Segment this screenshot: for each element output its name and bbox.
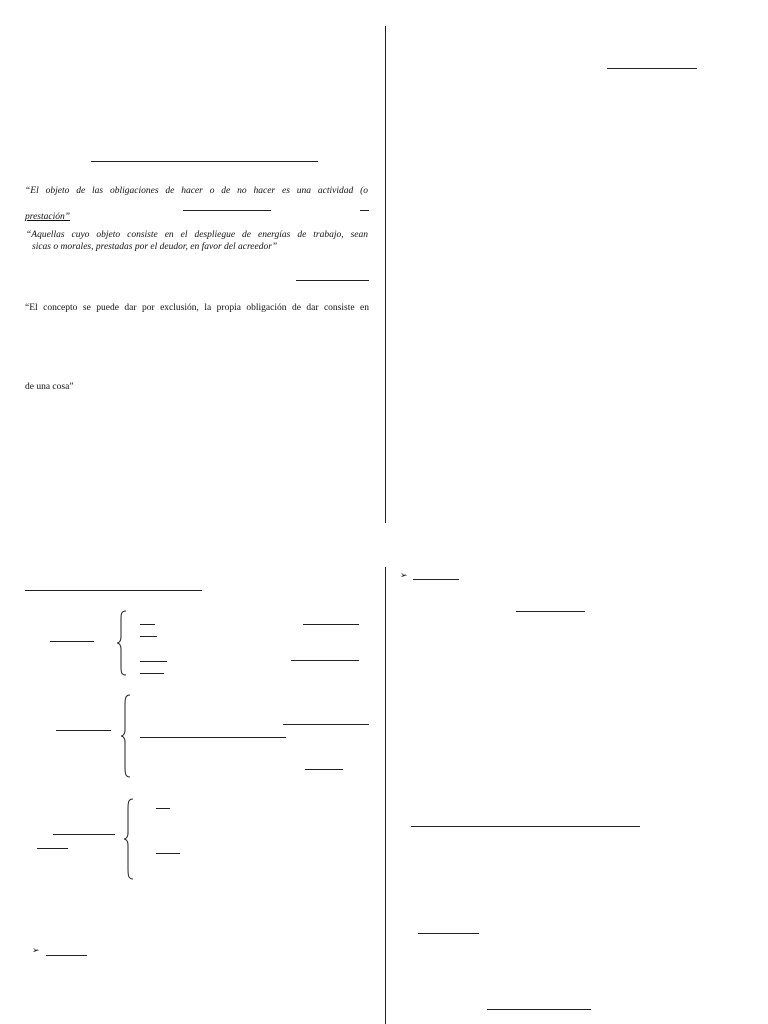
quote-1-line-1: “El objeto de las obligaciones de hacer o de no hacer es una actividad (o	[25, 186, 368, 196]
group-3-label-underline-2	[37, 848, 68, 849]
right-subheading-underline-2	[418, 933, 479, 934]
blank-underline-quote-1	[183, 210, 271, 211]
dash-underline-quote-1	[360, 210, 369, 211]
group-2-right-underline-1	[283, 724, 369, 725]
bullet-underline-right	[413, 579, 459, 580]
section-heading-underline-left	[25, 590, 202, 591]
group-3-item-1-underline	[156, 808, 170, 809]
group-2-item-underline	[140, 737, 286, 738]
group-1-item-2-underline	[140, 636, 157, 637]
quote-3-line-1: “El concepto se puede dar por exclusión, la propia obligación de dar consiste en	[25, 303, 369, 313]
group-1-brace-icon	[116, 610, 128, 676]
column-divider-top	[385, 26, 386, 523]
right-subheading-underline-1	[516, 611, 585, 612]
author-underline	[296, 280, 369, 281]
column-divider-bottom	[385, 567, 386, 1024]
right-subheading-underline-3	[487, 1009, 591, 1010]
group-2-brace-icon	[120, 694, 132, 778]
group-1-item-4-underline	[140, 673, 164, 674]
quote-2-line-2: sicas o morales, prestadas por el deudor, en favor del acreedor”	[32, 242, 278, 252]
group-1-right-underline-1	[303, 624, 359, 625]
group-2-right-underline-2	[305, 769, 343, 770]
group-3-item-2-underline	[156, 853, 180, 854]
right-section-heading-underline	[411, 826, 640, 827]
group-3-brace-icon	[123, 798, 135, 880]
group-3-label-underline-1	[53, 834, 115, 835]
group-1-right-underline-2	[291, 660, 359, 661]
heading-underline-right-top	[607, 68, 697, 69]
group-2-label-underline	[56, 730, 111, 731]
bullet-underline-left	[46, 955, 87, 956]
quote-3-line-2: de una cosa”	[25, 382, 74, 392]
arrow-bullet-icon-left: ➢	[32, 945, 40, 955]
arrow-bullet-icon-right: ➢	[400, 570, 408, 580]
quote-2-line-1: “Aquellas cuyo objeto consiste en el despliegue de energías de trabajo, sean	[26, 230, 368, 240]
group-1-label-underline	[50, 641, 94, 642]
heading-underline-left	[91, 161, 318, 162]
quote-1-line-2: prestación”	[25, 212, 71, 222]
group-1-item-3-underline	[140, 661, 167, 662]
group-1-item-1-underline	[140, 624, 155, 625]
